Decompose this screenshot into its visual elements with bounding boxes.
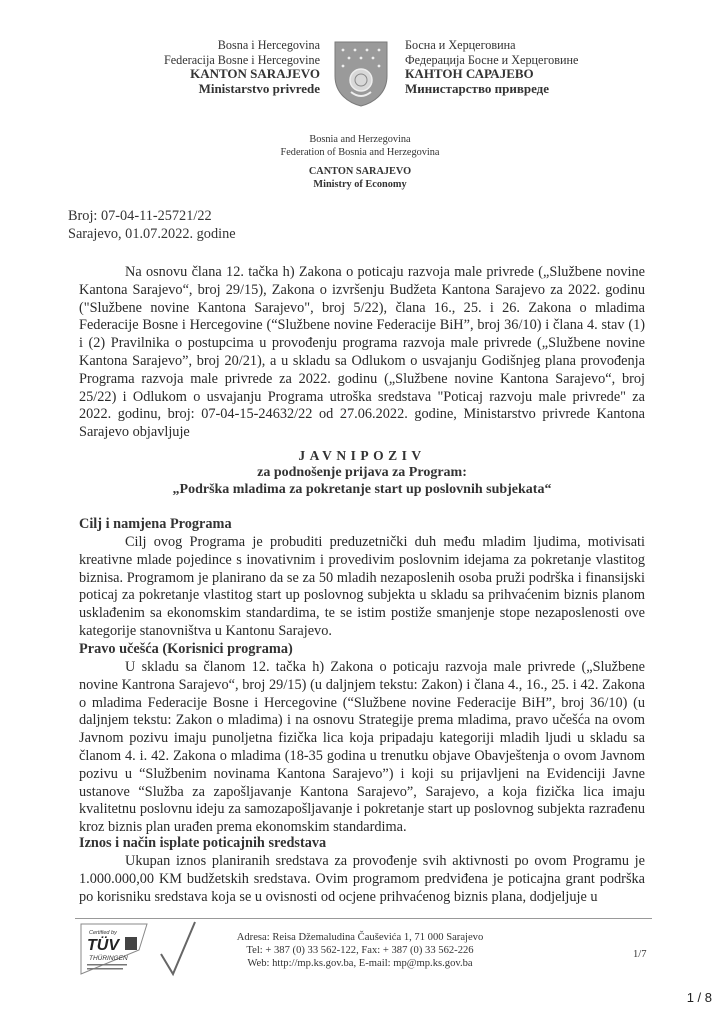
svg-text:TÜV: TÜV [87,937,119,954]
header-english [200,133,520,191]
header-country: Bosna i Hercegovina [217,38,320,52]
svg-text:Certified by: Certified by [89,930,117,936]
header-federation-en: Federation of Bosnia and Herzegovina [280,147,440,158]
reference-number: Broj: 07-04-11-25721/22 [68,208,212,224]
header-country-en: Bosnia and Herzegovina [309,134,411,145]
header-canton-en: CANTON SARAJEVO [308,166,412,177]
reference-place-date: Sarajevo, 01.07.2022. godine [68,226,236,242]
header-ministry-en: Ministry of Economy [313,179,407,190]
section-goal-text: Cilj ovog Programa je probuditi preduzetnički duh među mladim ljudima, motivisati kreativne mlade pojedince s inovativnim i provedivim poslovnim idejama za pokretanje vlastitog biznisa. Programom je planirano da se za 50 mladih nezaposlenih osoba pruži podrška i finansijski poticaj za pokretanje vlastitog start up poslovnog subjekta u skladu sa prihvaćenim biznis planom usklađenim sa ekonomskim standardima, te se istim postiže smanjenje stope nezaposlenosti ove kategorije stanovništva u Kantonu Sarajevo. [79,534,645,639]
header-ministry-cyr: Министарство привреде [405,80,550,96]
svg-text:THÜRINGEN: THÜRINGEN [89,955,128,962]
section-heading-goal: Cilj i namjena Programa [79,516,232,532]
header-latin [150,38,320,96]
section-eligibility [79,659,645,837]
footer-address: Adresa: Reisa Džemaludina Čauševića 1, 71 000 Sarajevo [236,932,484,943]
header-federation: Federacija Bosne i Hercegovine [163,52,320,67]
header-federation-cyr: Федерација Босне и Херцеговине [405,52,579,67]
intro-text: Na osnovu člana 12. tačka h) Zakona o poticaju razvoja male privrede („Službene novine Kantona Sarajevo“, broj 29/15), Zakona o izvršenju Budžeta Kantona Sarajevo za 2022. godinu ("Službene novine Kantona Sarajevo", broj 5/22), člana 16., 25. i 26. Zakona o mladima Federacije Bosne i Hercegovine (“Službene novine Federacije BiH”, broj 36/10) i člana 4. stav (1) i (2) Pravilnika o postupcima u provođenju programa razvoja male privrede („Službene novine Kantona Sarajevo”, broj 20/21), a u skladu sa Odlukom o usvajanju Godišnjeg plana provođenja Programa razvoja male privrede za 2022. godinu („Službene novine Kantona Sarajevo“, broj 25/22) i Odlukom o usvajanju Programa utroška sredstava "Poticaj razvoju male privrede" za 2022. godinu, broj: 07-04-15-24632/22 od 27.06.2022. godine, Ministarstvo privrede Kantona Sarajevo objavljuje [79,264,645,441]
section-eligibility-text: U skladu sa članom 12. tačka h) Zakona o poticaju razvoja male privrede („Službene novine Kantrona Sarajevo“, broj 29/15) (u daljnjem tekstu: Zakon) i člana 4., 16., 25. i 42. Zakona o mladima Federacije Bosne i Hercegovine (“Službene novine Federacije BiH”, broj 36/10) (u daljnjem tekstu: Zakon o mladima) i na osnovu Strategije prema mladima, pravo učešća na ovom Javnom pozivu imaju punoljetna fizička lica koja pripadaju kategoriji mladih ljudi u skladu sa članom 4. i. 42. Zakona o mladima (18-35 godina u trenutku objave Obavještenja o ovom Javnom pozivu u “Službenim novinama Kantona Sarajevo”) i koji su prijavljeni na Evidenciji Javne ustanove “Služba za zapošljavanje Kantona Sarajevo”, Sarajevo, a koja fizička lica imaju kvalitetnu poslovnu ideju za samozapošljavanje i pokretanje start up poslovnog subjekta razrađenu kroz biznis plan urađen prema ekonomskim standardima. [79,659,645,836]
viewer-page-indicator: 1 / 8 [686,990,712,1005]
footer-contact [200,931,520,971]
header-ministry: Ministarstvo privrede [198,80,320,96]
coat-of-arms-icon [333,40,389,108]
title-main: JAVNIPOZIV [298,448,426,463]
title-subtitle: za podnošenje prijava za Program: [257,465,467,480]
section-heading-eligibility: Pravo učešća (Korisnici programa) [79,641,293,657]
section-funding [79,853,645,906]
title-program-name: „Podrška mladima za pokretanje start up poslovnih subjekata“ [172,482,552,497]
section-goal [79,534,645,641]
footer-page-number: 1/7 [633,949,647,960]
header-country-cyr: Босна и Херцеговина [405,38,516,52]
footer-web: Web: http://mp.ks.gov.ba, E-mail: mp@mp.ks.gov.ba [247,958,473,970]
section-heading-funding: Iznos i način isplate poticajnih sredstava [79,835,327,851]
intro-paragraph [79,264,645,442]
footer-phone: Tel: + 387 (0) 33 562-122, Fax: + 387 (0) 33 562-226 [246,945,474,957]
header-canton: KANTON SARAJEVO [190,66,320,82]
document-title [79,447,645,498]
document-reference [68,207,236,243]
tuv-certification-icon [77,920,197,978]
header-cyrillic [405,38,605,96]
header-canton-cyr: КАНТОН САРАЈЕВО [405,66,534,82]
section-funding-text: Ukupan iznos planiranih sredstava za provođenje svih aktivnosti po ovom Programu je 1.000.000,00 KM budžetskih sredstava. Ovim programom predviđena je poticajna grant podrška po korisniku sredstava koja se u ovisnosti od ocjene prihvaćenog biznis plana, dodjeljuje u [79,853,645,905]
footer-divider [75,918,652,919]
